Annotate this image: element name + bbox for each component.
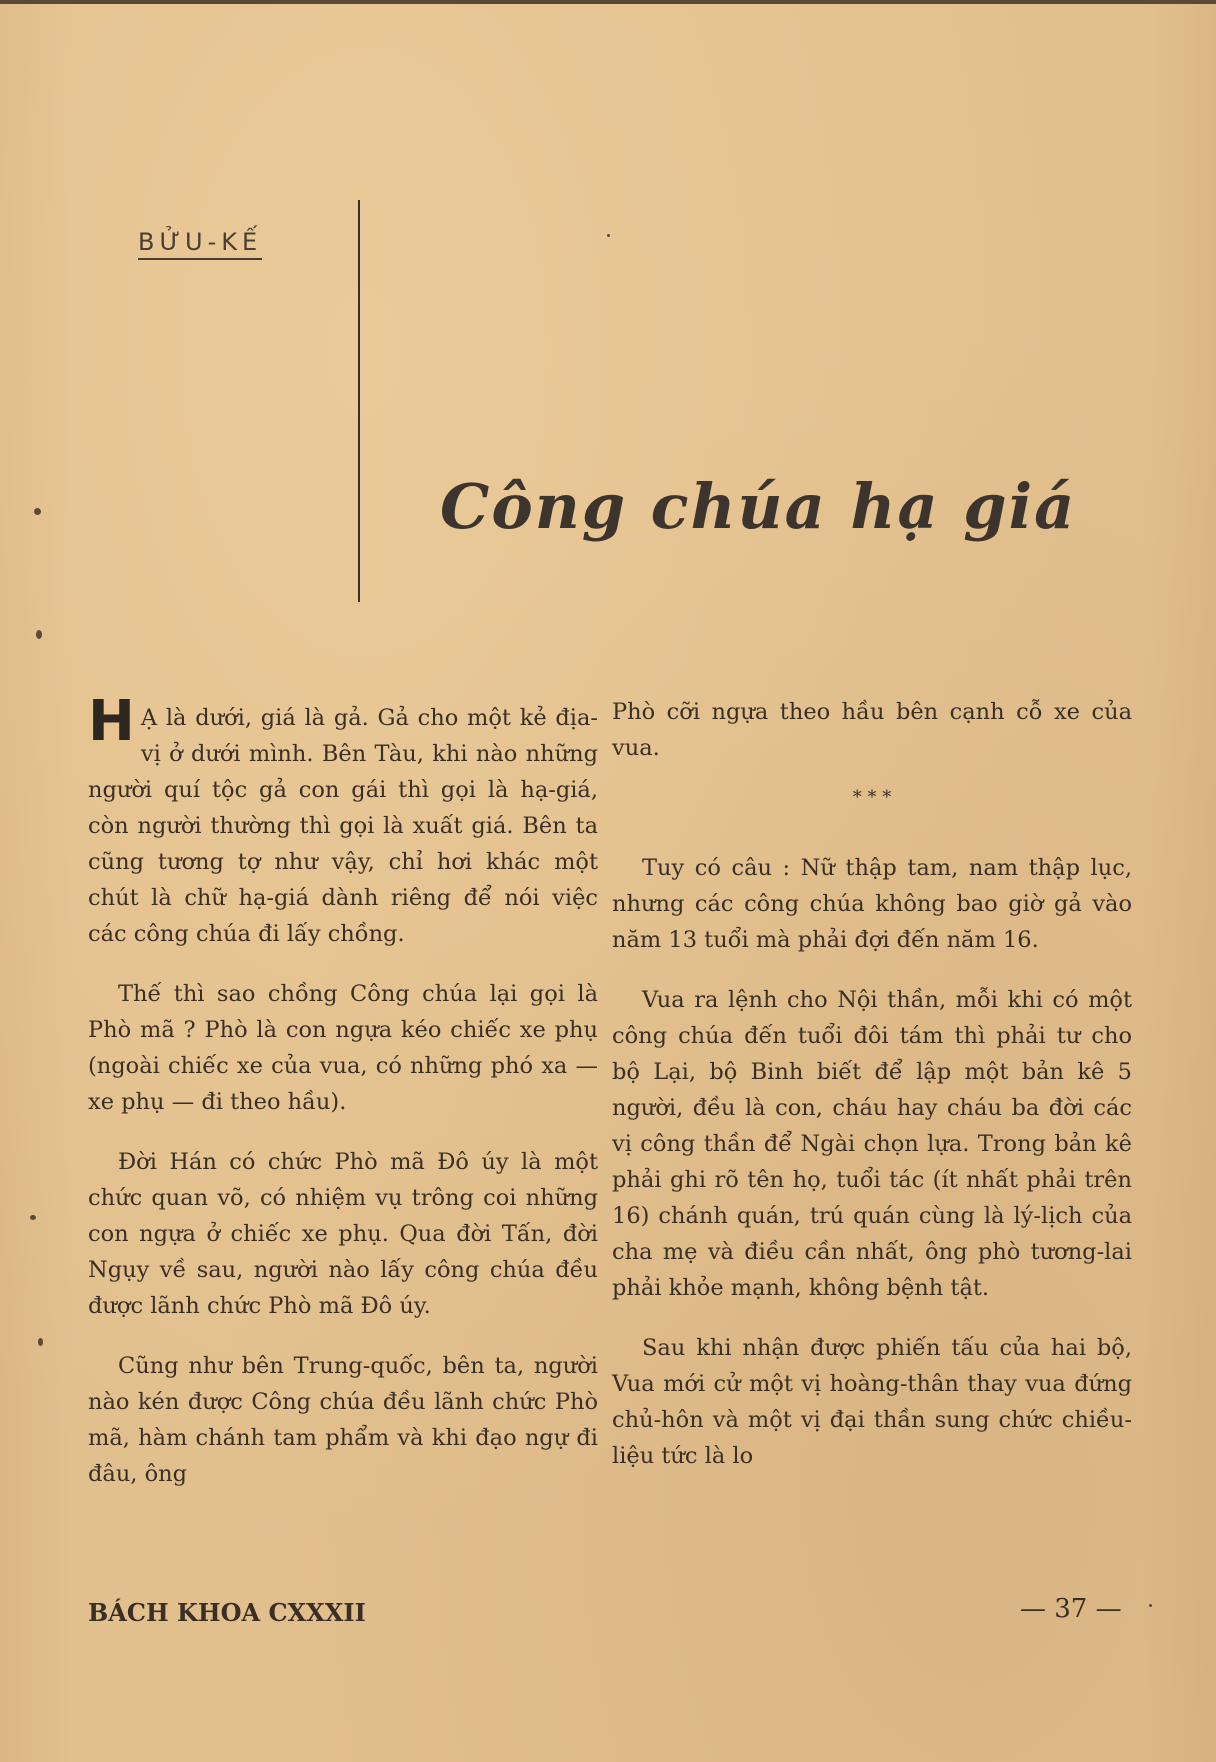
- left-column: [88, 689, 598, 1516]
- paper-speck: [34, 508, 41, 515]
- paragraph: Vua ra lệnh cho Nội thần, mỗi khi có một công chúa đến tuổi đôi tám thì phải tư cho bộ Lại, bộ Binh biết để lập một bản kê 5 người, đều là con, cháu hay cháu ba đời các vị công thần để Ngài chọn lựa. Trong bản kê phải ghi rõ tên họ, tuổi tác (ít nhất phải trên 16) chánh quán, trú quán cùng là lý-lịch của cha mẹ và điều cần nhất, ông phò tương-lai phải khỏe mạnh, không bệnh tật.: [612, 987, 1132, 1301]
- page-top-edge: [0, 0, 1216, 4]
- paragraph: Tuy có câu : Nữ thập tam, nam thập lục, nhưng các công chúa không bao giờ gả vào năm 13 tuổi mà phải đợi đến năm 16.: [612, 855, 1132, 953]
- paragraph: Đời Hán có chức Phò mã Đô úy là một chức quan võ, có nhiệm vụ trông coi những con ngựa ở chiếc xe phụ. Qua đời Tấn, đời Ngụy về sau, người nào lấy công chúa đều được lãnh chức Phò mã Đô úy.: [88, 1149, 598, 1319]
- paragraph: [88, 689, 598, 952]
- paragraph-text: Ạ là dưới, giá là gả. Gả cho một kẻ địa-vị ở dưới mình. Bên Tàu, khi nào những người quí tộc gả con gái thì gọi là hạ-giá, còn người thường thì gọi là xuất giá. Bên ta cũng tương tợ như vậy, chỉ hơi khác một chút là chữ hạ-giá dành riêng để nói việc các công chúa đi lấy chồng.: [88, 705, 598, 947]
- paper-speck: [36, 630, 42, 639]
- paper-speck: [607, 234, 610, 237]
- footer-publication: BÁCH KHOA CXXXII: [88, 1598, 366, 1627]
- paper-speck: [30, 1215, 36, 1220]
- paragraph: Cũng như bên Trung-quốc, bên ta, người nào kén được Công chúa đều lãnh chức Phò mã, hàm chánh tam phẩm và khi đạo ngự đi đâu, ông: [88, 1353, 598, 1487]
- paragraph: Thế thì sao chồng Công chúa lại gọi là Phò mã ? Phò là con ngựa kéo chiếc xe phụ (ngoài chiếc xe của vua, có những phó xa — xe phụ — đi theo hầu).: [88, 981, 598, 1115]
- footer-page-number: — 37 —: [1020, 1594, 1122, 1624]
- paper-speck: [38, 1338, 43, 1346]
- drop-cap: H: [88, 689, 135, 754]
- paragraph: Sau khi nhận được phiến tấu của hai bộ, Vua mới cử một vị hoàng-thân thay vua đứng chủ-hôn và một vị đại thần sung chức chiều-liệu tức là lo: [612, 1335, 1132, 1469]
- author-byline: BỬU-KẾ: [138, 228, 262, 260]
- article-title: Công chúa hạ giá: [440, 470, 1077, 543]
- paper-speck: [1149, 1604, 1152, 1607]
- right-column: [612, 694, 1132, 1498]
- paragraph-continuation: Phò cỡi ngựa theo hầu bên cạnh cỗ xe của vua.: [612, 699, 1132, 761]
- vertical-rule: [358, 200, 360, 602]
- section-break-asterism: * * *: [852, 787, 892, 808]
